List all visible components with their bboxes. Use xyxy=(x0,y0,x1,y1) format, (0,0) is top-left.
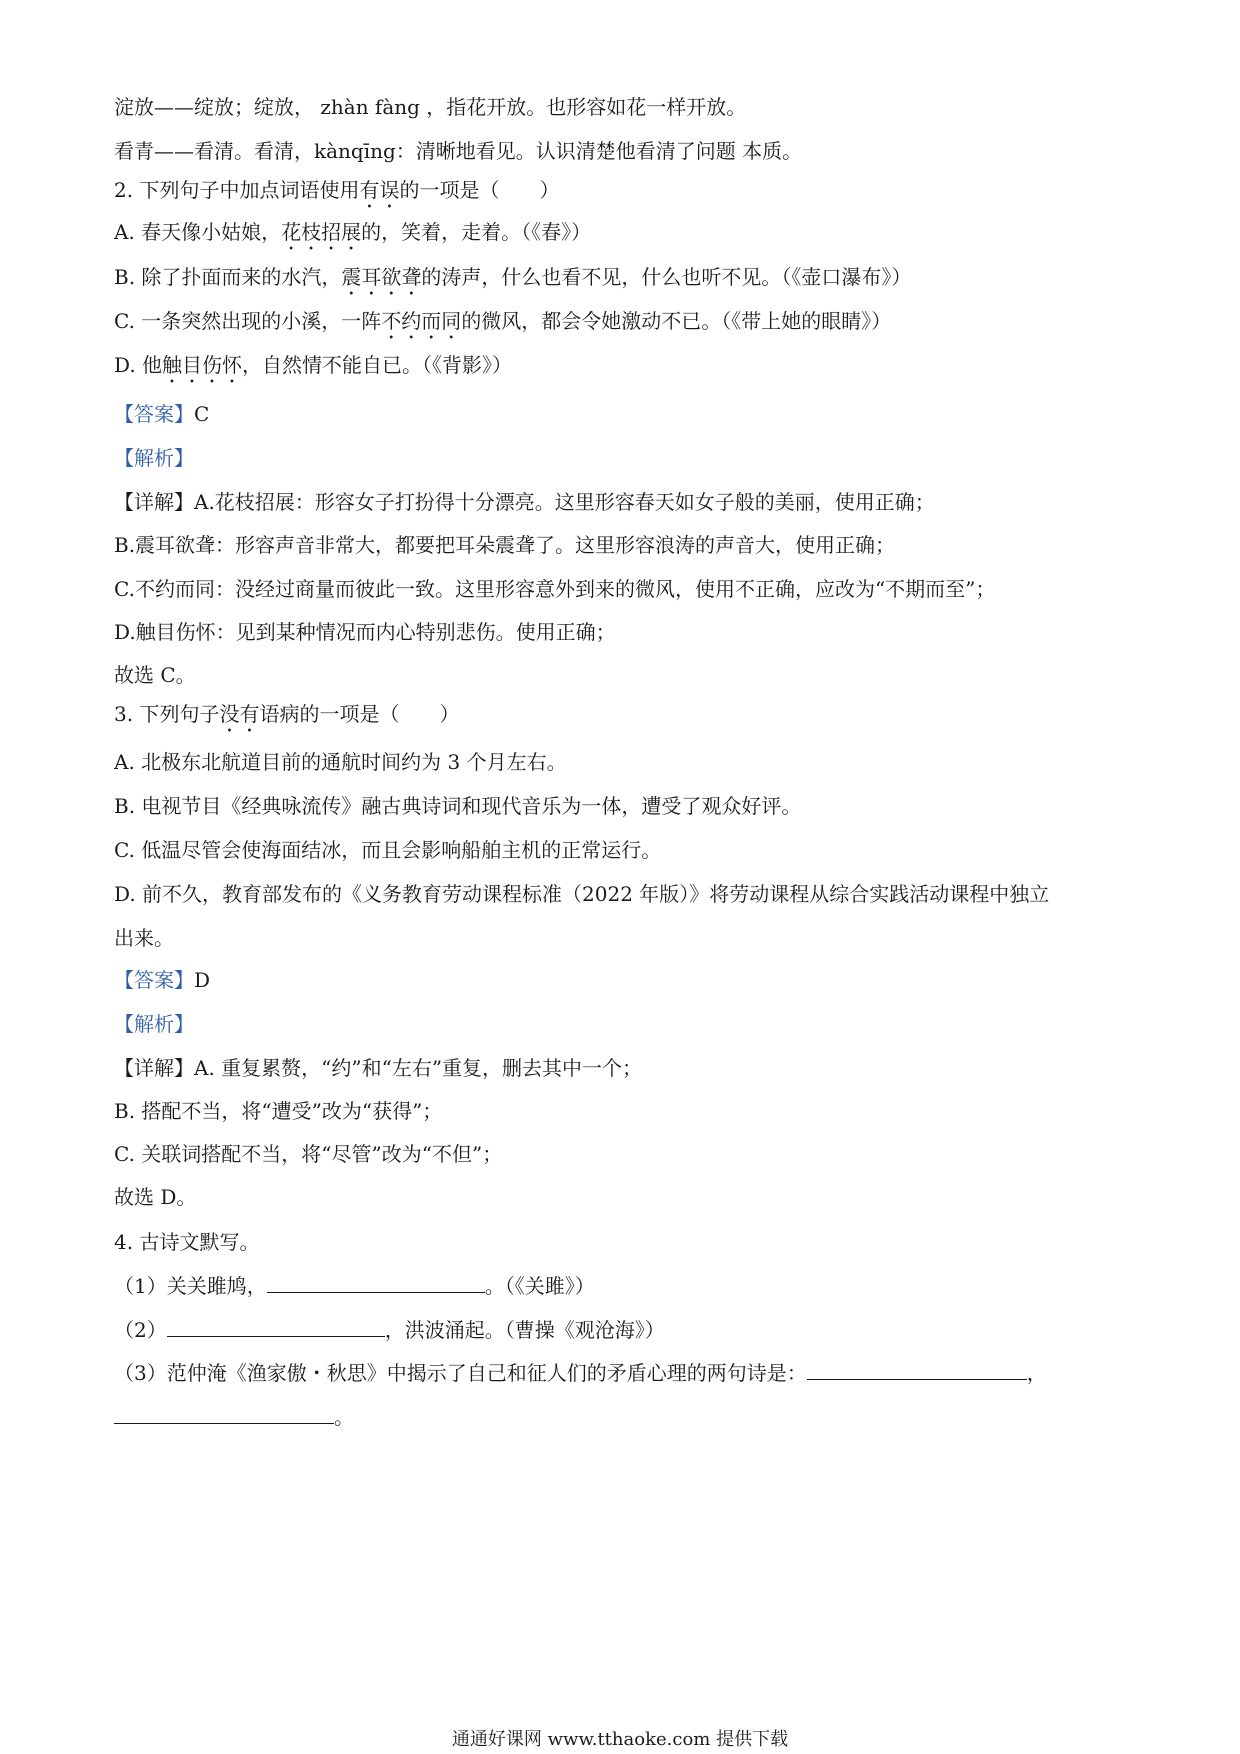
detail-2-d: D.触目伤怀：见到某种情况而内心特别悲伤。使用正确； xyxy=(114,620,616,644)
detail-2-b: B.震耳欲聋：形容声音非常大，都要把耳朵震聋了。这里形容浪涛的声音大，使用正确； xyxy=(114,533,896,557)
detail-3-label: 【详解】 xyxy=(114,1056,194,1080)
detail-2-label: 【详解】 xyxy=(114,490,194,514)
question-4-2-post: ，洪波涌起。（曹操《观沧海》） xyxy=(384,1318,665,1342)
question-3-dotted: 没有 xyxy=(219,702,260,726)
option-d-post: ，自然情不能自已。（《背影》） xyxy=(242,353,513,377)
question-3-post: 语病的一项是（ ） xyxy=(259,702,460,726)
option-b-pre: B. 除了扑面而来的水汽， xyxy=(114,265,342,289)
answer-blank[interactable] xyxy=(807,1359,1027,1380)
question-4-1-post: 。（《关雎》） xyxy=(484,1274,595,1298)
question-4-3-continued xyxy=(114,1403,354,1431)
answer-blank[interactable] xyxy=(267,1272,485,1293)
question-2-option-b xyxy=(114,263,911,300)
answer-2 xyxy=(114,400,209,428)
question-3-option-d-line2: 出来。 xyxy=(114,926,174,950)
question-3-option-a: A. 北极东北航道目前的通航时间约为 3 个月左右。 xyxy=(114,750,567,774)
question-4-2-pre: （2） xyxy=(114,1318,167,1342)
answer-3-label: 【答案】 xyxy=(114,968,194,992)
choose-2: 故选 C。 xyxy=(114,663,196,687)
question-2-pre: 2. 下列句子中加点词语使用 xyxy=(114,178,360,202)
question-2-dotted: 有误 xyxy=(359,178,400,202)
question-4-3-end: 。 xyxy=(334,1405,354,1429)
question-4-1-pre: （1）关关雎鸠， xyxy=(114,1274,267,1298)
option-c-pre: C. 一条突然出现的小溪，一阵 xyxy=(114,309,382,333)
question-4-3-post: ， xyxy=(1026,1361,1047,1385)
line-2: 看青——看清。看清，kànqīng：清晰地看见。认识清楚他看清了问题 本质。 xyxy=(114,139,803,163)
option-d-pre: D. 他 xyxy=(114,353,163,377)
question-3-option-c: C. 低温尽管会使海面结冰，而且会影响船舶主机的正常运行。 xyxy=(114,838,662,862)
question-2-option-d xyxy=(114,351,512,388)
question-3 xyxy=(114,700,459,737)
page-footer: 通通好课网 www.tthaoke.com 提供下载 xyxy=(451,1729,789,1750)
question-4: 4. 古诗文默写。 xyxy=(114,1230,260,1254)
question-4-1 xyxy=(114,1272,595,1300)
answer-3-value: D xyxy=(194,968,211,992)
detail-3-a-text: A. 重复累赘，“约”和“左右”重复，删去其中一个； xyxy=(194,1056,643,1080)
option-b-dotted: 震耳欲聋 xyxy=(341,265,422,289)
analysis-3-label: 【解析】 xyxy=(114,1012,194,1036)
question-4-3 xyxy=(114,1359,1047,1387)
line-1: 淀放——绽放；绽放， zhàn fàng ，指花开放。也形容如花一样开放。 xyxy=(114,95,747,119)
detail-3-c: C. 关联词搭配不当，将“尽管”改为“不但”； xyxy=(114,1142,503,1166)
analysis-2-label: 【解析】 xyxy=(114,446,194,470)
question-3-pre: 3. 下列句子 xyxy=(114,702,220,726)
detail-2-a-text: A.花枝招展：形容女子打扮得十分漂亮。这里形容春天如女子般的美丽，使用正确； xyxy=(194,490,935,514)
question-3-option-b: B. 电视节目《经典咏流传》融古典诗词和现代音乐为一体，遭受了观众好评。 xyxy=(114,794,802,818)
question-3-option-d-line1: D. 前不久，教育部发布的《义务教育劳动课程标准（2022 年版）》将劳动课程从综合实践活动课程中独立 xyxy=(114,882,1050,906)
answer-blank[interactable] xyxy=(167,1316,385,1337)
question-4-2 xyxy=(114,1316,665,1344)
option-a-pre: A. 春天像小姑娘， xyxy=(114,220,282,244)
question-2-option-a xyxy=(114,218,591,255)
question-2-option-c xyxy=(114,307,891,344)
option-d-dotted: 触目伤怀 xyxy=(162,353,243,377)
question-2 xyxy=(114,176,559,213)
answer-3 xyxy=(114,966,210,994)
option-c-dotted: 不约而同 xyxy=(381,309,462,333)
option-a-dotted: 花枝招展 xyxy=(281,220,362,244)
question-2-post: 的一项是（ ） xyxy=(399,178,560,202)
answer-blank[interactable] xyxy=(114,1403,334,1424)
detail-3-a xyxy=(114,1054,642,1082)
option-b-post: 的涛声，什么也看不见，什么也听不见。（《壶口瀑布》） xyxy=(421,265,912,289)
option-a-post: 的，笑着，走着。（《春》） xyxy=(361,220,592,244)
detail-3-b: B. 搭配不当，将“遭受”改为“获得”； xyxy=(114,1099,443,1123)
question-4-3-pre: （3）范仲淹《渔家傲・秋思》中揭示了自己和征人们的矛盾心理的两句诗是： xyxy=(114,1361,807,1385)
option-c-post: 的微风，都会令她激动不已。（《带上她的眼睛》） xyxy=(461,309,892,333)
detail-2-a xyxy=(114,488,935,516)
answer-2-value: C xyxy=(194,402,210,426)
detail-2-c: C.不约而同：没经过商量而彼此一致。这里形容意外到来的微风，使用不正确，应改为“不期而至”； xyxy=(114,577,996,601)
choose-3: 故选 D。 xyxy=(114,1185,197,1209)
answer-2-label: 【答案】 xyxy=(114,402,194,426)
